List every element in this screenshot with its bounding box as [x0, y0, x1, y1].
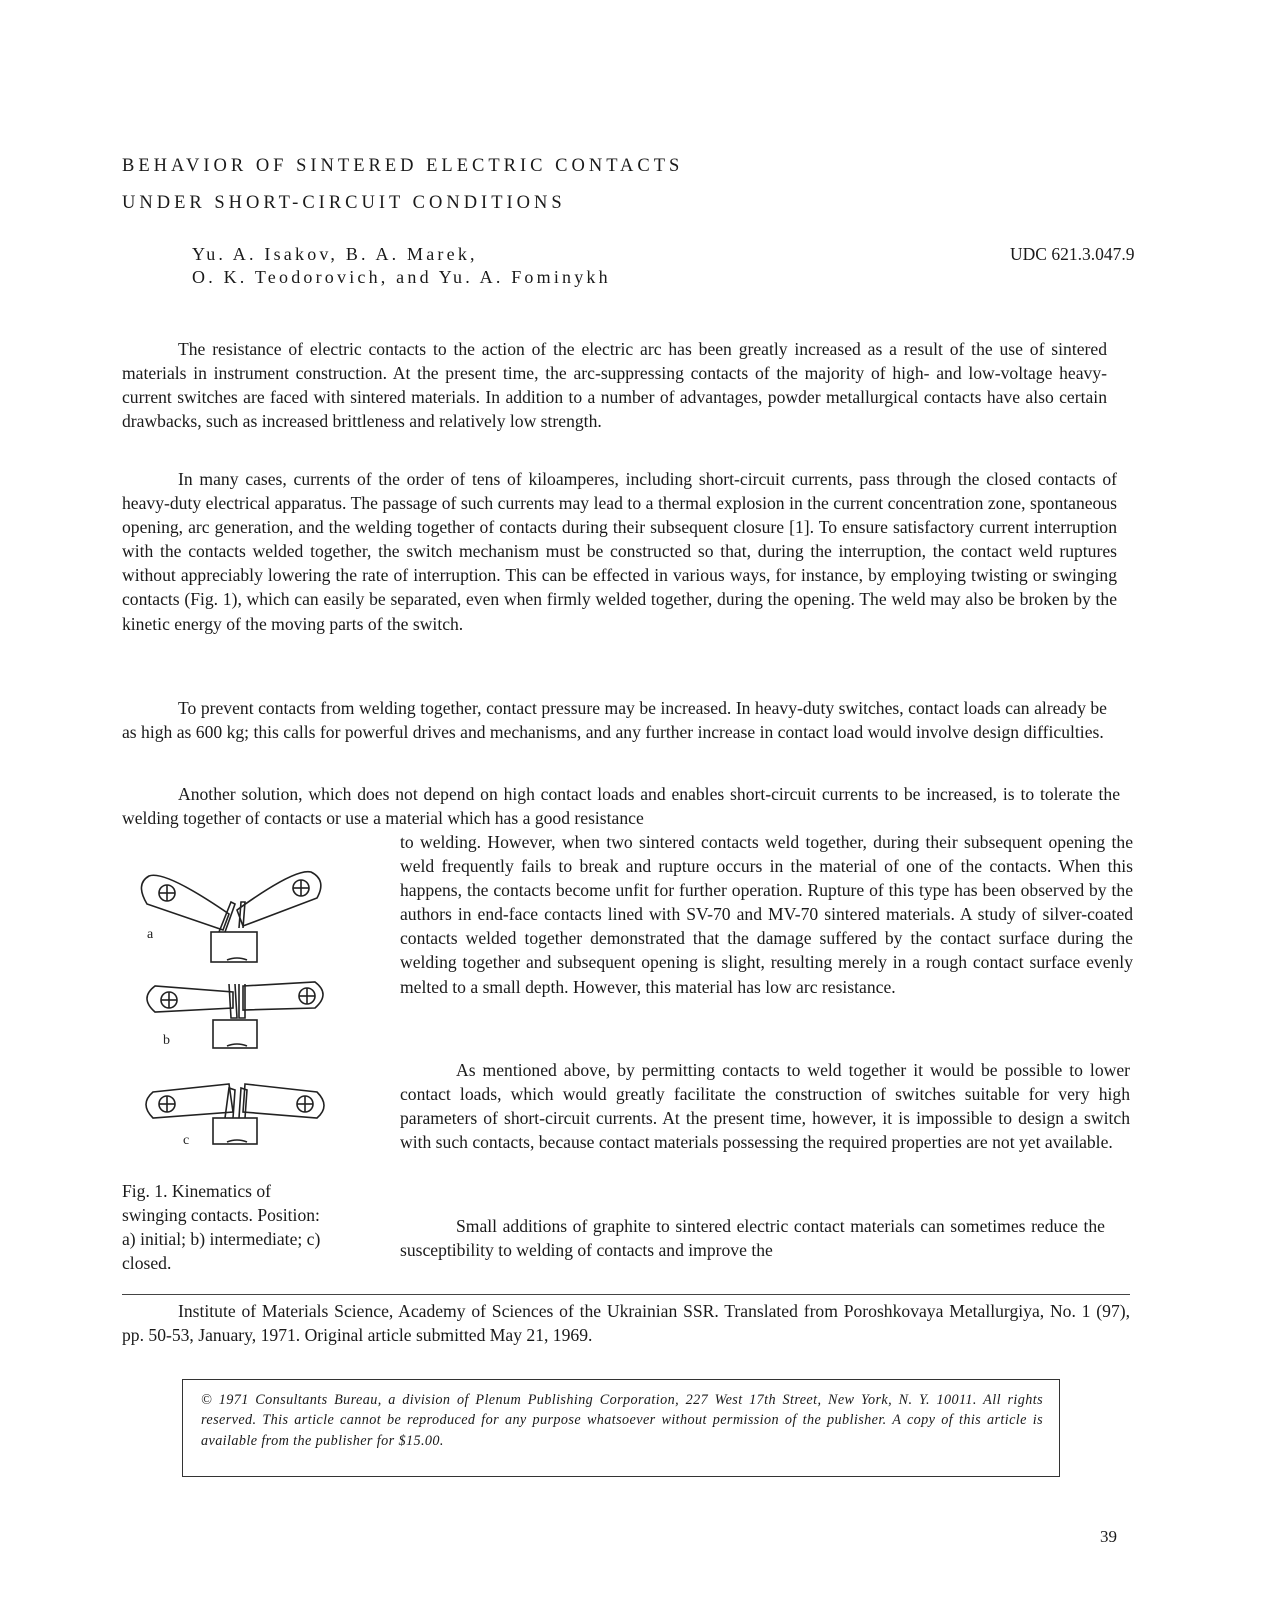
figure-label-a: a — [147, 927, 154, 942]
authors-line-1: Yu. A. Isakov, B. A. Marek, — [192, 244, 478, 264]
paragraph-2: In many cases, currents of the order of tens of kiloamperes, including short-circuit currents, pass through the closed contacts of heavy-duty electrical apparatus. The passage of such currents may lead to a thermal explosion in the current concentration zone, spontaneous opening, arc generation, and the welding together of contacts during their subsequent closure [1]. To ensure satisfactory current interruption with the contacts welded together, the switch mechanism must be constructed so that, during the interruption, the contact weld ruptures without appreciably lowering the rate of interruption. This can be effected in various ways, for instance, by employing twisting or swinging contacts (Fig. 1), which can easily be separated, even when firmly welded together, during the opening. The weld may also be broken by the kinetic energy of the moving parts of the switch. — [122, 469, 1117, 634]
paragraph-4: Another solution, which does not depend on high contact loads and enables short-circuit currents to be increased, is to tolerate the welding together of contacts or use a material which has a good resistance — [122, 784, 1120, 829]
paragraph-1: The resistance of electric contacts to the action of the electric arc has been greatly increased as a result of the use of sintered materials in instrument construction. At the present time, the arc-suppressing contacts of the majority of high- and low-voltage heavy-current switches are faced with sintered materials. In addition to a number of advantages, powder metallurgical contacts have also certain drawbacks, such as increased brittleness and relatively low strength. — [122, 339, 1107, 432]
paragraph-5: to welding. However, when two sintered contacts weld together, during their subsequent opening the weld frequently fails to break and rupture occurs in the material of one of the contacts. When this happens, the contacts become unfit for further operation. Rupture of this type has been observed by the authors in end-face contacts lined with SV-70 and MV-70 sintered materials. A study of silver-coated contacts welded together demonstrated that the damage suffered by the contact surface during the welding together and subsequent opening is slight, resulting merely in a rough contact surface evenly melted to a small depth. However, this material has low arc resistance. — [400, 832, 1133, 997]
authors-line-2: O. K. Teodorovich, and Yu. A. Fominykh — [192, 267, 611, 287]
title-line-2: UNDER SHORT-CIRCUIT CONDITIONS — [122, 193, 566, 213]
page-number: 39 — [1100, 1527, 1117, 1546]
paragraph-6: As mentioned above, by permitting contacts to weld together it would be possible to lower contact loads, which would greatly facilitate the construction of switches suitable for very high parameters of short-circuit currents. At the present time, however, it is impossible to design a switch with such contacts, because contact materials possessing the required properties are not yet available. — [400, 1060, 1130, 1153]
paragraph-7: Small additions of graphite to sintered electric contact materials can sometimes reduce the susceptibility to welding of contacts and improve the — [400, 1216, 1105, 1261]
affiliation-footnote: Institute of Materials Science, Academy of Sciences of the Ukrainian SSR. Translated from Poroshkovaya Metallurgiya, No. 1 (97), pp. 50-53, January, 1971. Original article submitted May 21, 1969. — [122, 1301, 1130, 1345]
paragraph-3: To prevent contacts from welding together, contact pressure may be increased. In heavy-duty switches, contact loads can already be as high as 600 kg; this calls for powerful drives and mechanisms, and any further increase in contact load would involve design difficulties. — [122, 698, 1107, 743]
contact-diagram-b — [147, 982, 323, 1048]
figure-label-c: c — [183, 1133, 190, 1148]
copyright-text: © 1971 Consultants Bureau, a division of Plenum Publishing Corporation, 227 West 17th Street, New York, N. Y. 10011. All rights reserved. This article cannot be reproduced for any purpose whatsoever without permission of the publisher. A copy of this article is available from the publisher for $15.00. — [201, 1392, 1043, 1449]
footnote-rule — [122, 1294, 1130, 1295]
contact-diagram-a — [141, 872, 320, 962]
title-line-1: BEHAVIOR OF SINTERED ELECTRIC CONTACTS — [122, 156, 684, 176]
contact-diagram-c — [146, 1084, 324, 1144]
udc-code: UDC 621.3.047.9 — [1010, 244, 1135, 264]
figure-swinging-contacts — [125, 860, 355, 1160]
figure-label-b: b — [163, 1033, 170, 1048]
figure-caption: Fig. 1. Kinematics of swinging contacts. Position: a) initial; b) intermediate; c) closed. — [122, 1181, 321, 1273]
copyright-box — [182, 1379, 1060, 1477]
